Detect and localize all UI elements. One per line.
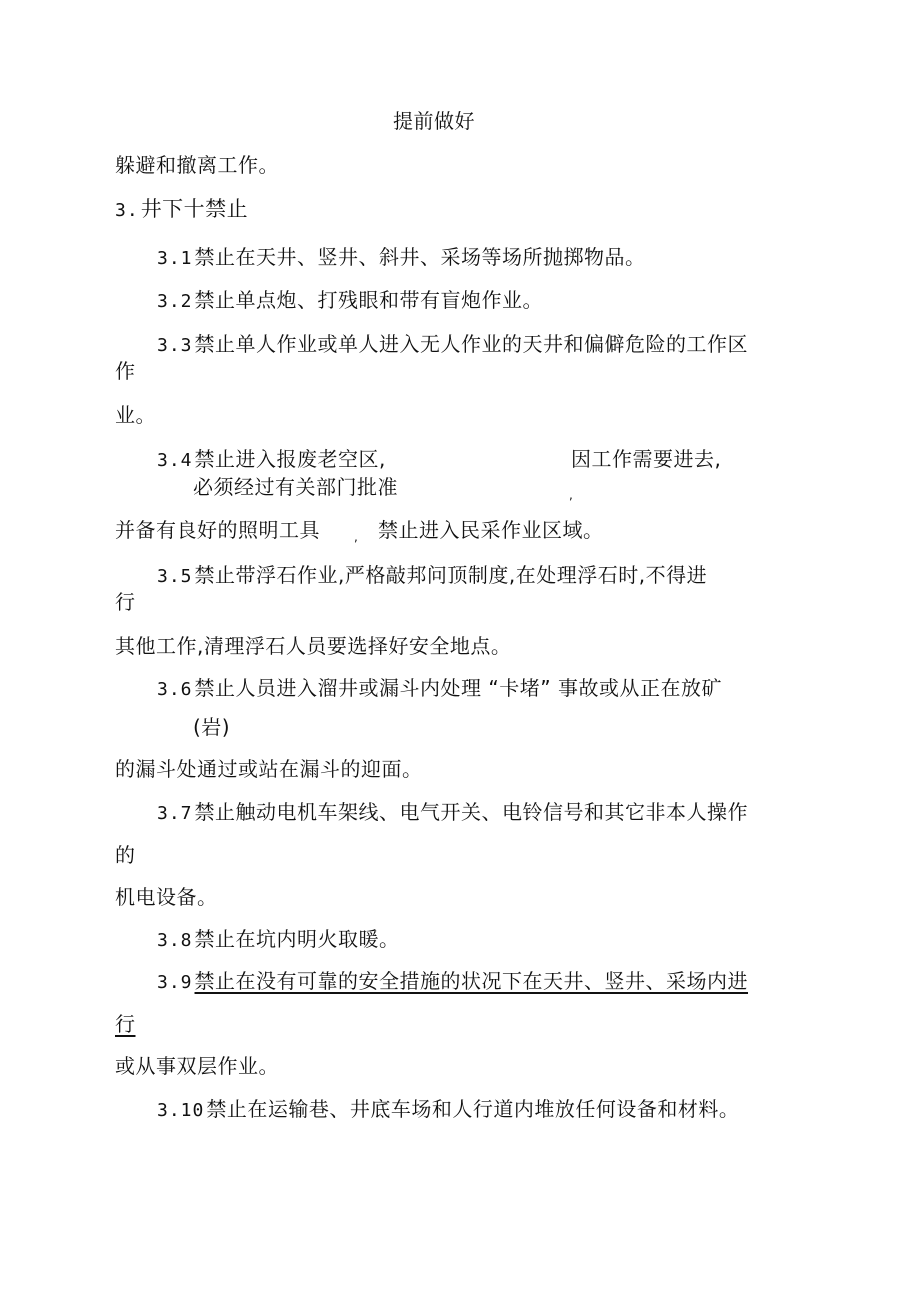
rule-text: 禁止触动电机车架线、电气开关、电铃信号和其它非本人操作 <box>194 800 749 824</box>
rule-3-7-continuation: 机电设备。 <box>115 885 218 909</box>
rule-3-3 <box>157 331 748 359</box>
rule-3-10 <box>157 1096 739 1124</box>
rule-number: 3.3 <box>157 335 193 356</box>
rule-3-6-continuation: 的漏斗处通过或站在漏斗的迎面。 <box>115 757 423 781</box>
rule-text: 禁止在天井、竖井、斜井、采场等场所抛掷物品。 <box>194 245 646 269</box>
rule-number: 3.5 <box>157 566 193 587</box>
section-title: 井下十禁止 <box>140 197 249 221</box>
rule-3-2 <box>157 287 543 315</box>
rule-3-1 <box>157 244 646 272</box>
rule-number: 3.4 <box>157 450 193 471</box>
rule-text: 禁止单人作业或单人进入无人作业的天井和偏僻危险的工作区 <box>194 332 749 356</box>
rule-text: 禁止在运输巷、井底车场和人行道内堆放任何设备和材料。 <box>206 1097 740 1121</box>
rule-3-4-continuation: 并备有良好的照明工具 <box>115 518 320 542</box>
rule-3-9-continuation: 或从事双层作业。 <box>115 1054 279 1078</box>
rule-number: 3.9 <box>157 972 193 993</box>
rule-text: 禁止在坑内明火取暖。 <box>194 927 400 951</box>
page-title: 提前做好 <box>393 109 475 133</box>
rule-number: 3.1 <box>157 248 193 269</box>
rule-3-9 <box>157 968 748 996</box>
rule-text: 禁止带浮石作业,严格敲邦问顶制度,在处理浮石时,不得进 <box>194 563 708 587</box>
rule-number: 3.10 <box>157 1100 205 1121</box>
section-number: 3. <box>115 200 139 221</box>
rule-number: 3.7 <box>157 803 193 824</box>
rule-number: 3.6 <box>157 679 193 700</box>
rule-3-4 <box>157 446 386 474</box>
rule-text: 禁止进入报废老空区, <box>194 447 386 471</box>
rule-number: 3.2 <box>157 291 193 312</box>
intro-text: 躲避和撤离工作。 <box>115 153 279 177</box>
rule-text: 禁止单点炮、打残眼和带有盲炮作业。 <box>194 288 544 312</box>
rule-3-7-wrap: 的 <box>115 843 136 867</box>
rule-3-4-continuation: 禁止进入民采作业区域。 <box>378 518 604 542</box>
rule-3-5-continuation: 其他工作,清理浮石人员要选择好安全地点。 <box>115 634 512 658</box>
rule-3-3-wrap: 作 <box>115 359 136 383</box>
stray-comma: , <box>569 488 574 502</box>
rule-3-6-wrap: (岩) <box>193 715 231 739</box>
section-heading <box>115 196 248 224</box>
rule-3-3-continuation: 业。 <box>115 403 156 427</box>
rule-3-5 <box>157 562 707 590</box>
rule-3-7 <box>157 799 748 827</box>
rule-3-5-wrap: 行 <box>115 590 136 614</box>
rule-3-8 <box>157 926 400 954</box>
rule-3-4-fragment: 因工作需要进去, <box>571 447 722 471</box>
stray-comma: , <box>354 530 359 544</box>
rule-3-9-wrap: 行 <box>115 1012 136 1036</box>
rule-3-6 <box>157 675 722 703</box>
rule-text: 禁止人员进入溜井或漏斗内处理 “卡堵” 事故或从正在放矿 <box>194 676 722 700</box>
rule-number: 3.8 <box>157 930 193 951</box>
rule-3-4-fragment: 必须经过有关部门批准 <box>193 475 398 499</box>
rule-text: 禁止在没有可靠的安全措施的状况下在天井、竖井、采场内进 <box>194 969 749 993</box>
